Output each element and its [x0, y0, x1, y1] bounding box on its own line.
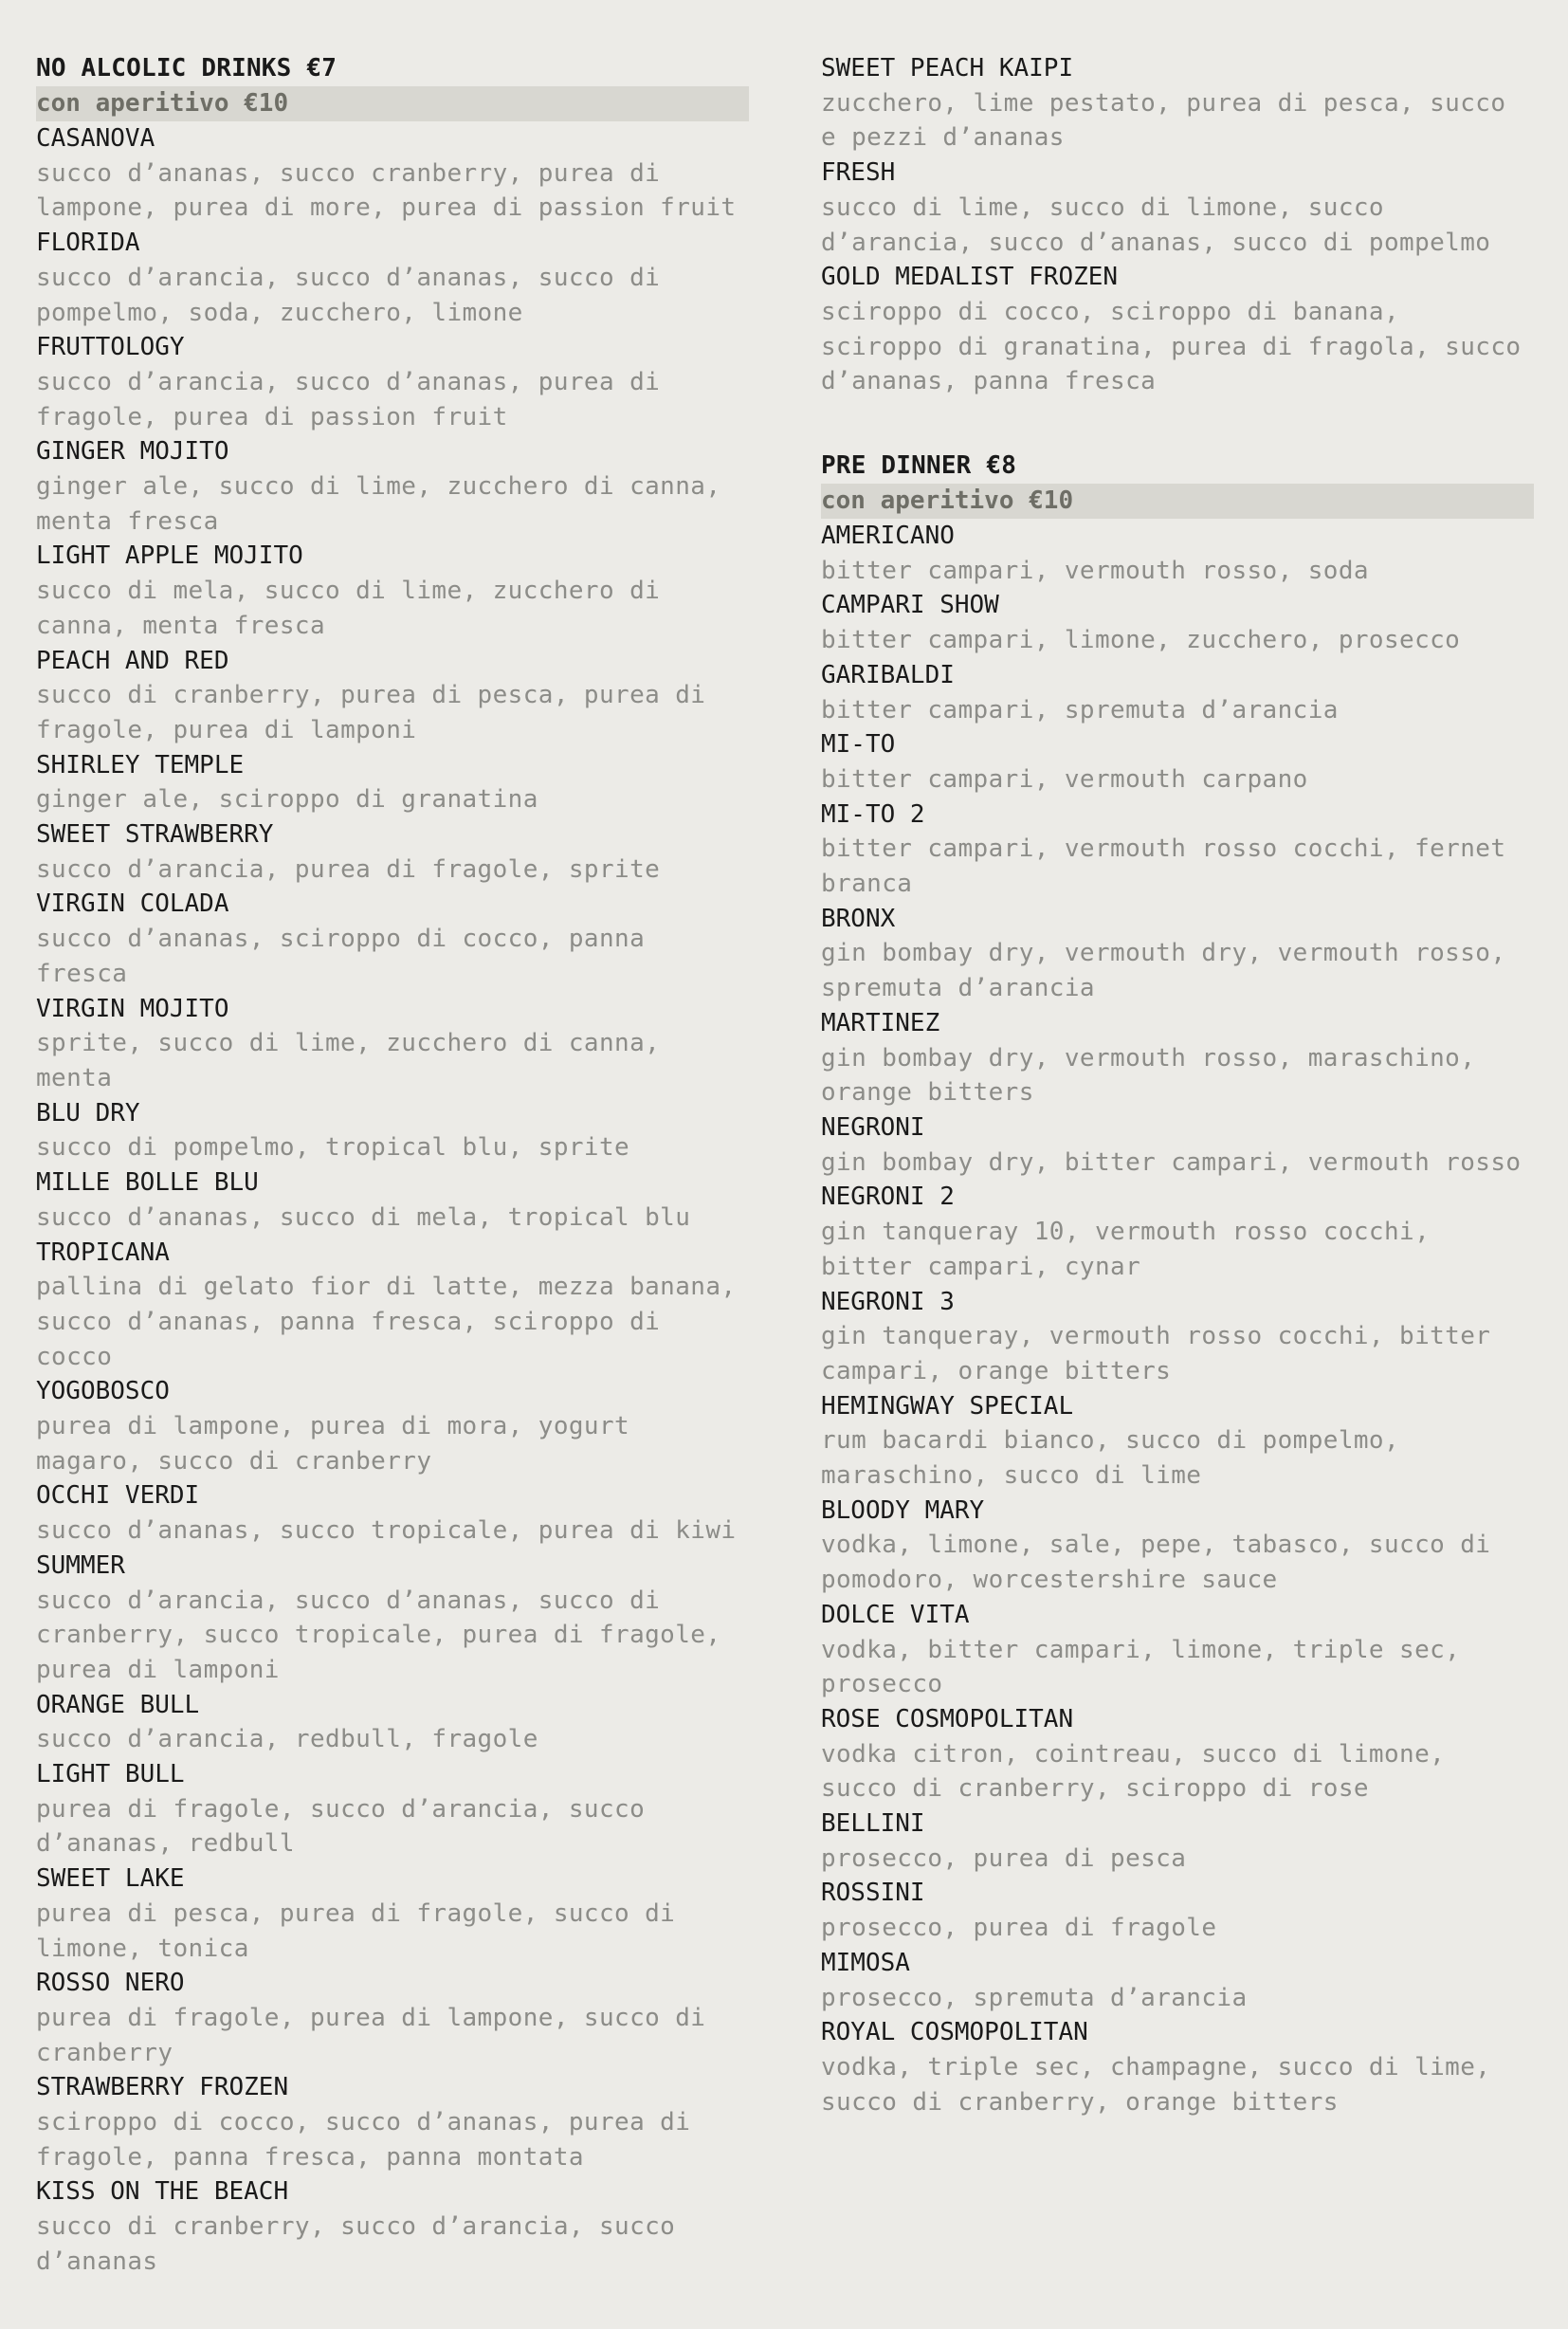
section-subtitle-banner: con aperitivo €10	[821, 484, 1534, 519]
drink-ingredients: succo d’ananas, succo tropicale, purea di kiwi	[36, 1516, 737, 1546]
drink-ingredients: succo di mela, succo di lime, zucchero di canna, menta fresca	[36, 577, 661, 640]
drink-ingredients: vodka, triple sec, champagne, succo di lime, succo di cranberry, orange bitters	[821, 2052, 1491, 2117]
menu-item	[821, 156, 1534, 260]
menu-item	[821, 902, 1534, 1006]
drink-ingredients: gin tanqueray, vermouth rosso cocchi, bitter campari, orange bitters	[821, 1322, 1491, 1385]
menu-item	[821, 658, 1534, 727]
menu-item	[36, 1861, 749, 1966]
drink-name: FLORIDA	[36, 229, 140, 258]
menu-item	[821, 260, 1534, 399]
menu-item	[36, 2070, 749, 2174]
drink-name: AMERICANO	[821, 522, 955, 551]
drink-name: ROSSINI	[821, 1879, 925, 1908]
drink-name: GINGER MOJITO	[36, 437, 229, 467]
menu-item	[36, 121, 749, 226]
drink-ingredients: bitter campari, spremuta d’arancia	[821, 695, 1339, 724]
drink-name: GARIBALDI	[821, 660, 955, 689]
menu-item	[36, 1165, 749, 1235]
menu-section	[36, 51, 749, 2280]
drink-name: MARTINEZ	[821, 1008, 940, 1037]
drink-name: MI-TO 2	[821, 799, 925, 829]
drink-name: KISS ON THE BEACH	[36, 2177, 289, 2207]
menu-item	[36, 817, 749, 887]
menu-section	[821, 51, 1534, 399]
drink-name: SWEET STRAWBERRY	[36, 820, 274, 850]
menu-item	[36, 644, 749, 748]
drink-name: SWEET PEACH KAIPI	[821, 54, 1074, 83]
drink-ingredients: purea di fragole, succo d’arancia, succo d’ananas, redbull	[36, 1794, 646, 1859]
section-subtitle-banner: con aperitivo €10	[36, 86, 749, 121]
drink-ingredients: purea di lampone, purea di mora, yogurt magaro, succo di cranberry	[36, 1412, 630, 1476]
drink-name: ROSSO NERO	[36, 1969, 185, 1998]
menu-item	[36, 887, 749, 991]
drink-ingredients: bitter campari, limone, zucchero, prosecco	[821, 626, 1461, 655]
menu-item	[821, 1702, 1534, 1806]
drink-ingredients: sciroppo di cocco, succo d’ananas, purea di fragole, panna fresca, panna montata	[36, 2108, 691, 2172]
drink-ingredients: zucchero, lime pestato, purea di pesca, succo e pezzi d’ananas	[821, 88, 1506, 153]
drink-ingredients: succo d’ananas, sciroppo di cocco, panna fresca	[36, 925, 646, 988]
drink-name: ORANGE BULL	[36, 1690, 200, 1719]
drink-ingredients: ginger ale, succo di lime, zucchero di canna, menta fresca	[36, 472, 721, 536]
drink-name: ROYAL COSMOPOLITAN	[821, 2018, 1088, 2047]
menu-item	[36, 1966, 749, 2070]
drink-ingredients: succo di cranberry, purea di pesca, purea di fragole, purea di lamponi	[36, 681, 706, 744]
drink-ingredients: pallina di gelato fior di latte, mezza banana, succo d’ananas, panna fresca, sciroppo di cocco	[36, 1273, 737, 1371]
drink-ingredients: rum bacardi bianco, succo di pompelmo, maraschino, succo di lime	[821, 1426, 1400, 1491]
menu-item	[821, 1006, 1534, 1110]
drink-name: MI-TO	[821, 730, 896, 760]
drink-ingredients: vodka citron, cointreau, succo di limone, succo di cranberry, sciroppo di rose	[821, 1739, 1446, 1804]
drink-name: CASANOVA	[36, 124, 155, 153]
menu-item	[821, 1494, 1534, 1598]
drink-ingredients: succo di cranberry, succo d’arancia, succo d’ananas	[36, 2212, 676, 2276]
drink-name: DOLCE VITA	[821, 1600, 970, 1629]
drink-ingredients: succo di pompelmo, tropical blu, sprite	[36, 1133, 630, 1163]
drink-name: BLOODY MARY	[821, 1495, 985, 1525]
menu-item	[36, 748, 749, 817]
menu-item	[36, 2174, 749, 2279]
drink-ingredients: ginger ale, sciroppo di granatina	[36, 785, 538, 815]
menu-item	[821, 1180, 1534, 1284]
drink-name: MILLE BOLLE BLU	[36, 1168, 259, 1198]
menu-item	[36, 434, 749, 539]
drink-name: OCCHI VERDI	[36, 1481, 200, 1511]
drink-ingredients: vodka, bitter campari, limone, triple sec, prosecco	[821, 1635, 1461, 1699]
drink-name: LIGHT BULL	[36, 1760, 185, 1789]
menu-item	[36, 1374, 749, 1478]
menu-item	[36, 992, 749, 1096]
section-title: NO ALCOLIC DRINKS €7	[36, 54, 337, 83]
menu-item	[821, 798, 1534, 902]
menu-item	[36, 226, 749, 330]
drink-ingredients: succo d’ananas, succo cranberry, purea di lampone, purea di more, purea di passion fruit	[36, 158, 737, 223]
drink-ingredients: succo d’arancia, redbull, fragole	[36, 1725, 538, 1754]
drink-name: HEMINGWAY SPECIAL	[821, 1391, 1074, 1421]
drink-name: LIGHT APPLE MOJITO	[36, 541, 303, 571]
section-title: PRE DINNER €8	[821, 451, 1017, 481]
drink-name: PEACH AND RED	[36, 646, 229, 675]
drink-ingredients: prosecco, purea di fragole	[821, 1914, 1217, 1943]
menu-item	[821, 1876, 1534, 1945]
menu-item	[821, 2015, 1534, 2119]
drink-name: NEGRONI 2	[821, 1183, 955, 1212]
drink-name: FRESH	[821, 158, 896, 188]
menu-item	[821, 1285, 1534, 1389]
menu-item	[821, 1806, 1534, 1876]
menu-item	[36, 1757, 749, 1861]
drink-ingredients: vodka, limone, sale, pepe, tabasco, succo di pomodoro, worcestershire sauce	[821, 1531, 1491, 1595]
drink-ingredients: gin bombay dry, vermouth dry, vermouth rosso, spremuta d’arancia	[821, 939, 1506, 1003]
menu-item	[36, 539, 749, 643]
drink-ingredients: succo d’arancia, purea di fragole, sprite	[36, 854, 661, 884]
drink-name: TROPICANA	[36, 1238, 170, 1267]
drink-ingredients: succo d’arancia, succo d’ananas, purea di fragole, purea di passion fruit	[36, 367, 661, 431]
menu-item	[821, 588, 1534, 657]
drink-ingredients: succo d’arancia, succo d’ananas, succo di pompelmo, soda, zucchero, limone	[36, 263, 661, 327]
drink-ingredients: bitter campari, vermouth rosso, soda	[821, 556, 1369, 585]
menu-item	[821, 1598, 1534, 1702]
drink-name: CAMPARI SHOW	[821, 591, 999, 620]
drink-name: ROSE COSMOPOLITAN	[821, 1704, 1074, 1733]
drink-name: NEGRONI 3	[821, 1287, 955, 1316]
menu-item	[36, 1549, 749, 1688]
drink-ingredients: purea di pesca, purea di fragole, succo di limone, tonica	[36, 1898, 676, 1963]
menu-item	[36, 1236, 749, 1375]
menu-item	[821, 727, 1534, 797]
menu-item	[821, 1110, 1534, 1180]
drink-ingredients: gin tanqueray 10, vermouth rosso cocchi, bitter campari, cynar	[821, 1218, 1431, 1281]
drink-ingredients: sciroppo di cocco, sciroppo di banana, sciroppo di granatina, purea di fragola, succo d’ananas, panna fresca	[821, 297, 1522, 396]
drink-name: NEGRONI	[821, 1112, 925, 1142]
drink-ingredients: bitter campari, vermouth rosso cocchi, fernet branca	[821, 834, 1506, 899]
drink-name: BELLINI	[821, 1809, 925, 1839]
drink-ingredients: prosecco, spremuta d’arancia	[821, 1983, 1248, 2012]
drink-ingredients: sprite, succo di lime, zucchero di canna, menta	[36, 1029, 661, 1092]
menu-item	[36, 330, 749, 434]
drink-ingredients: succo d’arancia, succo d’ananas, succo di cranberry, succo tropicale, purea di fragole, purea di lamponi	[36, 1586, 721, 1684]
drink-name: STRAWBERRY FROZEN	[36, 2073, 289, 2102]
drink-name: SWEET LAKE	[36, 1864, 185, 1894]
drink-name: FRUTTOLOGY	[36, 333, 185, 362]
drink-ingredients: bitter campari, vermouth carpano	[821, 764, 1308, 794]
menu-section	[821, 449, 1534, 2119]
drink-name: BLU DRY	[36, 1098, 140, 1128]
menu-item	[821, 519, 1534, 588]
drink-ingredients: succo di lime, succo di limone, succo d’arancia, succo d’ananas, succo di pompelmo	[821, 193, 1491, 257]
menu-column-left	[36, 51, 749, 2329]
drink-ingredients: prosecco, purea di pesca	[821, 1843, 1187, 1873]
menu-item	[821, 1946, 1534, 2015]
drink-name: BRONX	[821, 904, 896, 933]
drink-name: GOLD MEDALIST FROZEN	[821, 263, 1119, 292]
drink-ingredients: gin bombay dry, vermouth rosso, maraschino, orange bitters	[821, 1043, 1476, 1108]
menu-item	[36, 1478, 749, 1548]
menu-item	[36, 1096, 749, 1165]
menu-item	[821, 51, 1534, 156]
drink-name: YOGOBOSCO	[36, 1377, 170, 1406]
drink-name: SHIRLEY TEMPLE	[36, 750, 245, 779]
drink-ingredients: gin bombay dry, bitter campari, vermouth rosso	[821, 1147, 1522, 1177]
drink-name: VIRGIN COLADA	[36, 889, 229, 919]
drink-ingredients: purea di fragole, purea di lampone, succo di cranberry	[36, 2003, 706, 2067]
menu-item	[821, 1389, 1534, 1494]
menu-item	[36, 1688, 749, 1757]
drink-name: SUMMER	[36, 1550, 125, 1580]
menu-column-right	[821, 51, 1534, 2169]
drink-name: VIRGIN MOJITO	[36, 994, 229, 1023]
drink-ingredients: succo d’ananas, succo di mela, tropical blu	[36, 1202, 691, 1232]
drink-name: MIMOSA	[821, 1948, 910, 1977]
